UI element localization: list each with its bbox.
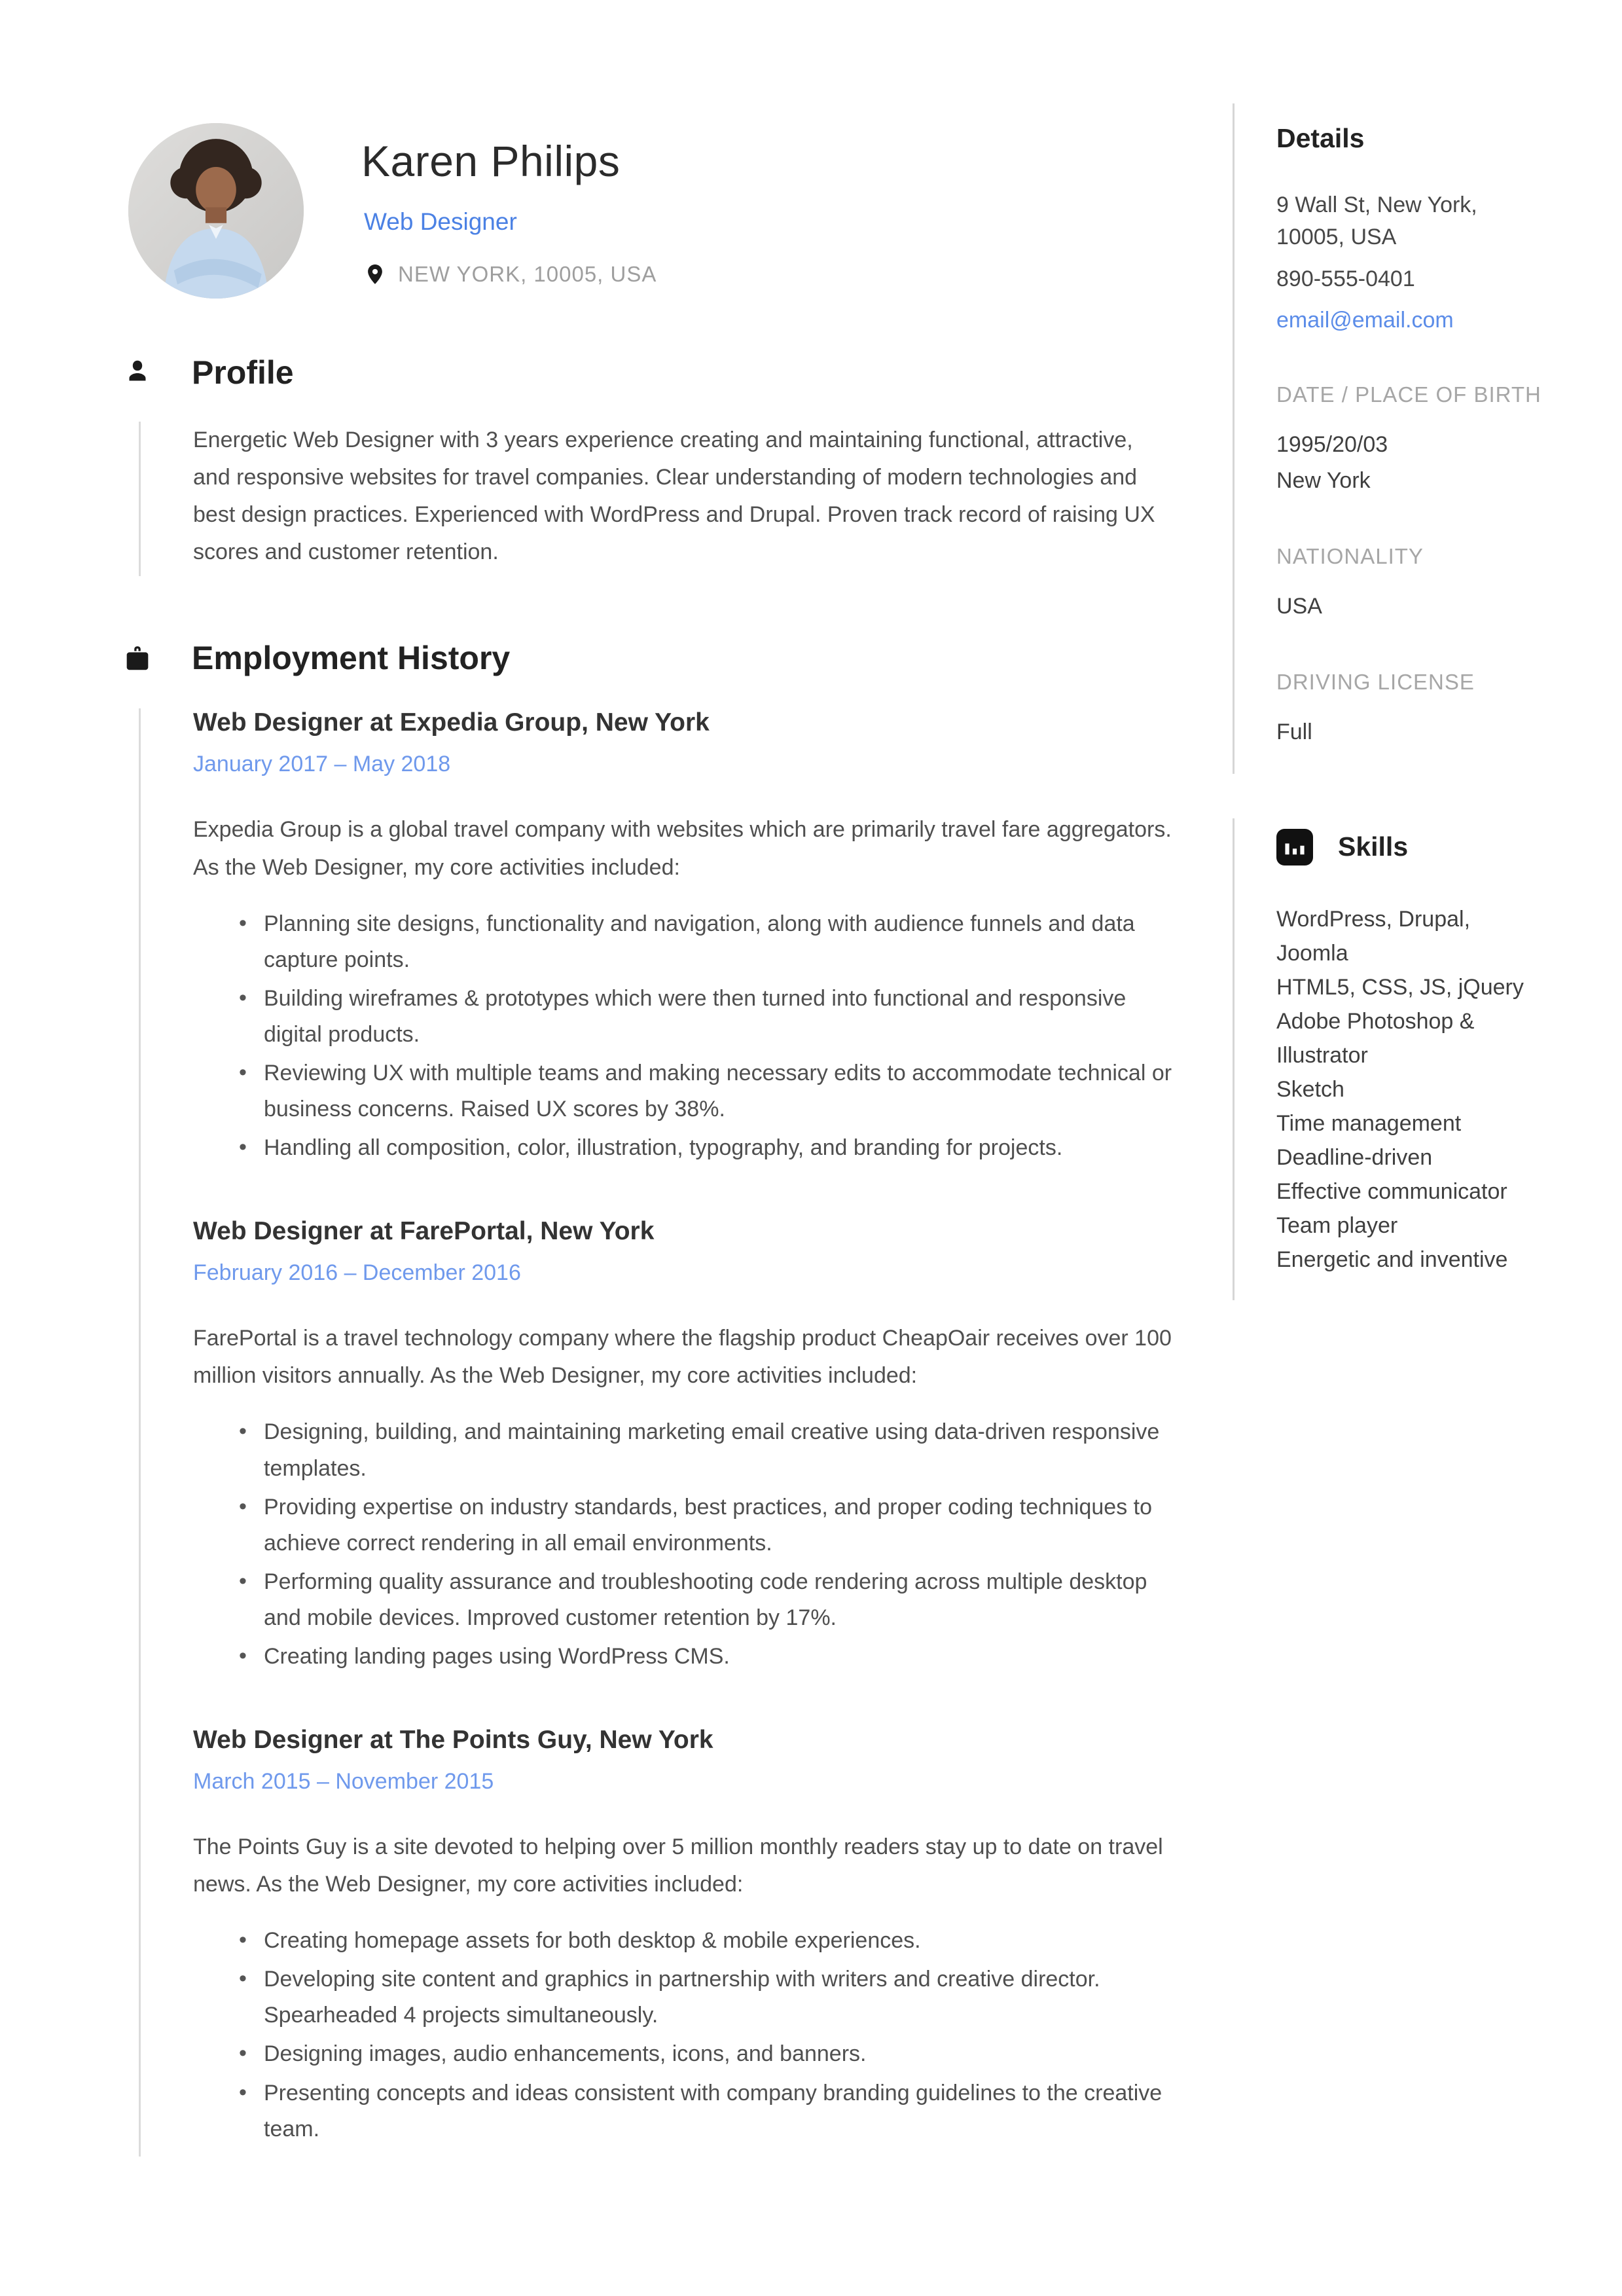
bar-chart-icon [1276, 829, 1313, 866]
job-bullet: • Presenting concepts and ideas consistent with company branding guidelines to the creative team. [239, 2075, 1174, 2147]
birth-place: New York [1276, 467, 1371, 493]
email-row [1276, 304, 1547, 337]
profile-section-heading [121, 354, 1201, 392]
jobs-list [139, 708, 1201, 2156]
skill-item: Effective communicator [1276, 1178, 1507, 1204]
job-dates: March 2015 – November 2015 [193, 1768, 494, 1794]
employment-section-heading [121, 639, 1201, 677]
job-bullet: • Building wireframes & prototypes which were then turned into functional and responsive digital products. [239, 981, 1174, 1053]
details-heading: Details [1276, 123, 1365, 153]
job-title: Web Designer at Expedia Group, New York [193, 708, 710, 737]
skill-item: HTML5, CSS, JS, jQuery [1276, 974, 1524, 1000]
job-description: The Points Guy is a site devoted to helping over 5 million monthly readers stay up to date on travel news. As the Web Designer, my core activities included: [193, 1834, 1163, 1897]
job-dates: February 2016 – December 2016 [193, 1260, 521, 1286]
main-column [121, 354, 1201, 2157]
skills-list [1276, 902, 1547, 1277]
skill-item: Energetic and inventive [1276, 1247, 1508, 1272]
email-link[interactable]: email@email.com [1276, 307, 1454, 333]
nationality-value: USA [1276, 593, 1322, 619]
phone-number: 890-555-0401 [1276, 266, 1415, 291]
job-bullet: • Creating landing pages using WordPress CMS. [239, 1639, 1174, 1675]
candidate-job-title: Web Designer [364, 208, 517, 235]
job-bullet-list [193, 906, 1201, 1167]
job-bullet: • Planning site designs, functionality and navigation, along with audience funnels and data capture points. [239, 906, 1174, 978]
nationality-label: NATIONALITY [1276, 543, 1424, 568]
skill-item: Deadline-driven [1276, 1144, 1433, 1170]
job-bullet: • Designing, building, and maintaining marketing email creative using data-driven responsive templates. [239, 1414, 1174, 1486]
birth-date: 1995/20/03 [1276, 432, 1388, 458]
job-title: Web Designer at The Points Guy, New York [193, 1725, 713, 1754]
skill-item: WordPress, Drupal, Joomla [1276, 906, 1471, 966]
birth-value [1276, 427, 1525, 498]
job-bullet: • Performing quality assurance and troubleshooting code rendering across multiple desktop and mobile devices. Improved customer retention by 17%. [239, 1564, 1174, 1636]
profile-body [139, 422, 1201, 576]
location-row [364, 262, 657, 287]
job-dates: January 2017 – May 2018 [193, 752, 451, 777]
person-icon [121, 357, 154, 388]
job-bullet: • Handling all composition, color, illustration, typography, and branding for projects. [239, 1130, 1174, 1166]
profile-text: Energetic Web Designer with 3 years experience creating and maintaining functional, attractive, and responsive websites for travel companies. Clear understanding of modern technologies and best design practices. Experienced with WordPress and Drupal. Proven track record of raising UX scores and customer retention. [193, 428, 1155, 565]
briefcase-icon [121, 642, 154, 674]
job-bullet: • Developing site content and graphics in partnership with writers and creative director. Spearheaded 4 projects simultaneously. [239, 1961, 1174, 2033]
sidebar [1233, 103, 1547, 1300]
skills-section [1233, 818, 1547, 1300]
job-entry-points-guy [193, 1726, 1201, 2157]
job-description: Expedia Group is a global travel company with websites which are primarily travel fare aggregators. As the Web Designer, my core activities included: [193, 817, 1172, 880]
job-description: FarePortal is a travel technology company where the flagship product CheapOair receives over 100 million visitors annually. As the Web Designer, my core activities included: [193, 1326, 1172, 1389]
address: 9 Wall St, New York, 10005, USA [1276, 192, 1477, 250]
license-value: Full [1276, 720, 1312, 745]
job-bullet: • Reviewing UX with multiple teams and making necessary edits to accommodate technical or business concerns. Raised UX scores by 38%. [239, 1055, 1174, 1127]
job-bullet: • Creating homepage assets for both desktop & mobile experiences. [239, 1923, 1174, 1959]
candidate-name: Karen Philips [361, 137, 621, 185]
job-bullet: • Providing expertise on industry standards, best practices, and proper coding techniques to achieve correct rendering in all email environments. [239, 1489, 1174, 1561]
skill-item: Sketch [1276, 1076, 1344, 1102]
location-text: NEW YORK, 10005, USA [398, 262, 657, 286]
job-bullet-list [193, 1414, 1201, 1675]
job-bullet-list [193, 1923, 1201, 2147]
details-section [1233, 103, 1547, 774]
skill-item: Time management [1276, 1110, 1462, 1136]
job-title: Web Designer at FarePortal, New York [193, 1217, 655, 1246]
skill-item: Adobe Photoshop & Illustrator [1276, 1008, 1475, 1068]
skill-item: Team player [1276, 1212, 1398, 1238]
profile-heading-text: Profile [192, 354, 294, 391]
job-bullet: • Designing images, audio enhancements, icons, and banners. [239, 2036, 1174, 2072]
profile-photo [128, 123, 304, 299]
birth-label: DATE / PLACE OF BIRTH [1276, 382, 1541, 407]
location-pin-icon [364, 263, 386, 285]
license-label: DRIVING LICENSE [1276, 670, 1475, 695]
skills-heading: Skills [1338, 831, 1409, 862]
employment-heading-text: Employment History [192, 640, 511, 677]
job-entry-expedia [193, 708, 1201, 1166]
job-entry-fareportal [193, 1217, 1201, 1675]
skills-heading-row [1276, 829, 1547, 866]
